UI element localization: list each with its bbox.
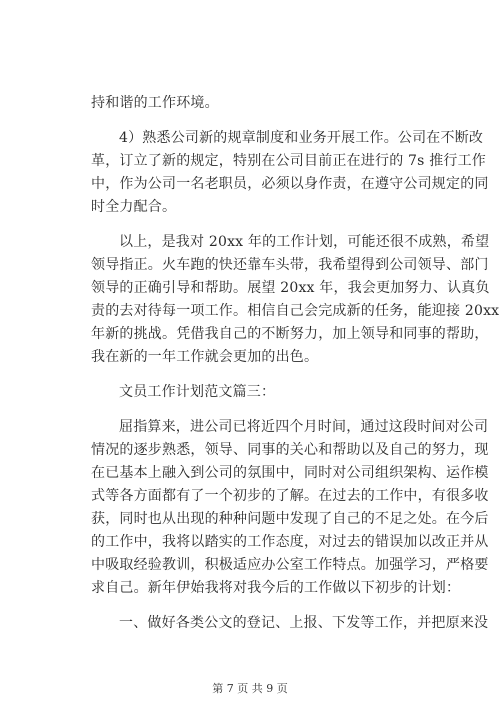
paragraph: [91, 127, 489, 219]
text-line: 领导的正确引导和帮助。展望 20xx 年，我会更加努力、认真负: [91, 280, 490, 296]
text-line: 年新的挑战。凭借我自己的不断努力，加上领导和同事的帮助，: [91, 326, 489, 342]
text-line: 4）熟悉公司新的规章制度和业务开展工作。公司在不断改: [119, 130, 484, 146]
text-line: 屈指算来，进公司已将近四个月时间，通过这段时间对公司: [119, 419, 489, 435]
text-line: 文员工作计划范文篇三：: [119, 384, 276, 400]
section-heading: [91, 381, 436, 404]
paragraph: [91, 231, 500, 369]
text-line: 革，订立了新的规定，特别在公司目前正在进行的 7s 推行工作: [91, 153, 486, 169]
paragraph: [91, 92, 436, 115]
page-footer: 第 7 页 共 9 页: [212, 682, 288, 695]
text-line: 求自己。新年伊始我将对我今后的工作做以下初步的计划：: [91, 580, 461, 596]
text-line: 领导指正。火车跑的快还靠车头带，我希望得到公司领导、部门: [91, 257, 489, 273]
paragraph: [91, 416, 489, 600]
text-line: 式等各方面都有了一个初步的了解。在过去的工作中，有很多收: [91, 488, 489, 504]
body-text: [91, 92, 500, 635]
text-line: 以上，是我对 20xx 年的工作计划，可能还很不成熟，希望: [119, 234, 490, 250]
text-line: 一、做好各类公文的登记、上报、下发等工作，并把原来没: [119, 615, 489, 631]
paragraph: [91, 612, 489, 635]
text-line: 中吸取经验教训，积极适应办公室工作特点。加强学习，严格要: [91, 557, 489, 573]
text-line: 责的去对待每一项工作。相信自己会完成新的任务，能迎接 20xx: [91, 303, 500, 319]
text-line: 的工作中，我将以踏实的工作态度，对过去的错误加以改正并从: [91, 534, 489, 550]
text-line: 在已基本上融入到公司的氛围中，同时对公司组织架构、运作模: [91, 465, 489, 481]
text-line: 持和谐的工作环境。: [91, 95, 219, 111]
text-line: 我在新的一年工作就会更加的出色。: [91, 349, 319, 365]
text-line: 中，作为公司一名老职员，必须以身作责，在遵守公司规定的同: [91, 176, 489, 192]
text-line: 获，同时也从出现的种种问题中发现了自己的不足之处。在今后: [91, 511, 489, 527]
text-line: 时全力配合。: [91, 199, 177, 215]
text-line: 情况的逐步熟悉，领导、同事的关心和帮助以及自己的努力，现: [91, 442, 489, 458]
